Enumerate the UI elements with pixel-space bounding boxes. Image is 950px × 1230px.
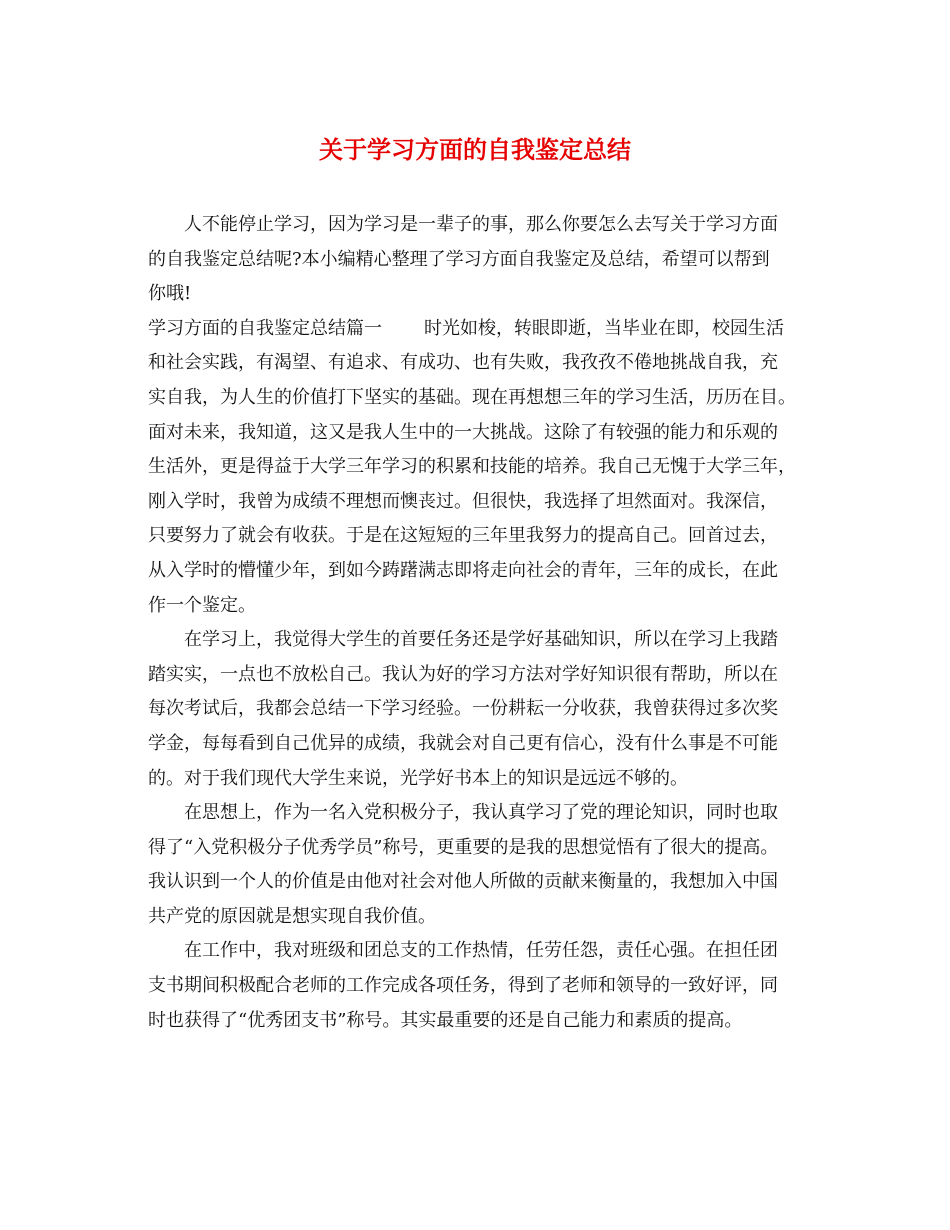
text-line: 在学习上，我觉得大学生的首要任务还是学好基础知识，所以在学习上我踏 — [184, 629, 778, 651]
text-line: 支书期间积极配合老师的工作完成各项任务，得到了老师和领导的一致好评，同 — [148, 975, 778, 997]
text-line: 和社会实践，有渴望、有追求、有成功、也有失败，我孜孜不倦地挑战自我，充 — [148, 352, 778, 374]
text-line: 从入学时的懵懂少年，到如今踌躇满志即将走向社会的青年，三年的成长，在此 — [148, 559, 778, 581]
text-line: 得了“入党积极分子优秀学员”称号，更重要的是我的思想觉悟有了很大的提高。 — [148, 836, 779, 858]
document-title: 关于学习方面的自我鉴定总结 — [319, 135, 631, 164]
text-line: 人不能停止学习，因为学习是一辈子的事，那么你要怎么去写关于学习方面 — [184, 214, 778, 235]
section-intro-text: 时光如梭，转眼即逝，当毕业在即，校园生活 — [424, 317, 784, 339]
text-line: 你哦! — [148, 283, 192, 305]
text-line: 的自我鉴定总结呢?本小编精心整理了学习方面自我鉴定及总结，希望可以帮到 — [148, 248, 770, 270]
text-line: 每次考试后，我都会总结一下学习经验。一份耕耘一分收获，我曾获得过多次奖 — [148, 698, 778, 720]
text-line: 时也获得了“优秀团支书”称号。其实最重要的还是自己能力和素质的提高。 — [148, 1009, 743, 1031]
text-line: 作一个鉴定。 — [148, 594, 256, 616]
text-line: 刚入学时，我曾为成绩不理想而懊丧过。但很快，我选择了坦然面对。我深信， — [148, 490, 778, 512]
text-line: 的。对于我们现代大学生来说，光学好书本上的知识是远远不够的。 — [148, 767, 688, 789]
text-line: 共产党的原因就是想实现自我价值。 — [148, 905, 436, 927]
text-line: 生活外，更是得益于大学三年学习的积累和技能的培养。我自己无愧于大学三年， — [148, 456, 796, 478]
text-line: 只要努力了就会有收获。于是在这短短的三年里我努力的提高自己。回首过去， — [148, 525, 778, 547]
text-line: 实自我，为人生的价值打下坚实的基础。现在再想想三年的学习生活，历历在目。 — [148, 386, 796, 408]
text-line: 在工作中，我对班级和团总支的工作热情，任劳任怨，责任心强。在担任团 — [184, 940, 778, 962]
text-line: 在思想上，作为一名入党积极分子，我认真学习了党的理论知识，同时也取 — [184, 802, 778, 824]
section-line — [148, 312, 818, 347]
document-body — [148, 208, 818, 1038]
text-line: 我认识到一个人的价值是由他对社会对他人所做的贡献来衡量的，我想加入中国 — [148, 871, 778, 893]
section-heading: 学习方面的自我鉴定总结篇一 — [148, 317, 382, 339]
text-line: 面对未来，我知道，这又是我人生中的一大挑战。这除了有较强的能力和乐观的 — [148, 421, 778, 443]
text-line: 学金，每每看到自己优异的成绩，我就会对自己更有信心，没有什么事是不可能 — [148, 732, 778, 754]
text-line: 踏实实，一点也不放松自己。我认为好的学习方法对学好知识很有帮助，所以在 — [148, 663, 778, 685]
